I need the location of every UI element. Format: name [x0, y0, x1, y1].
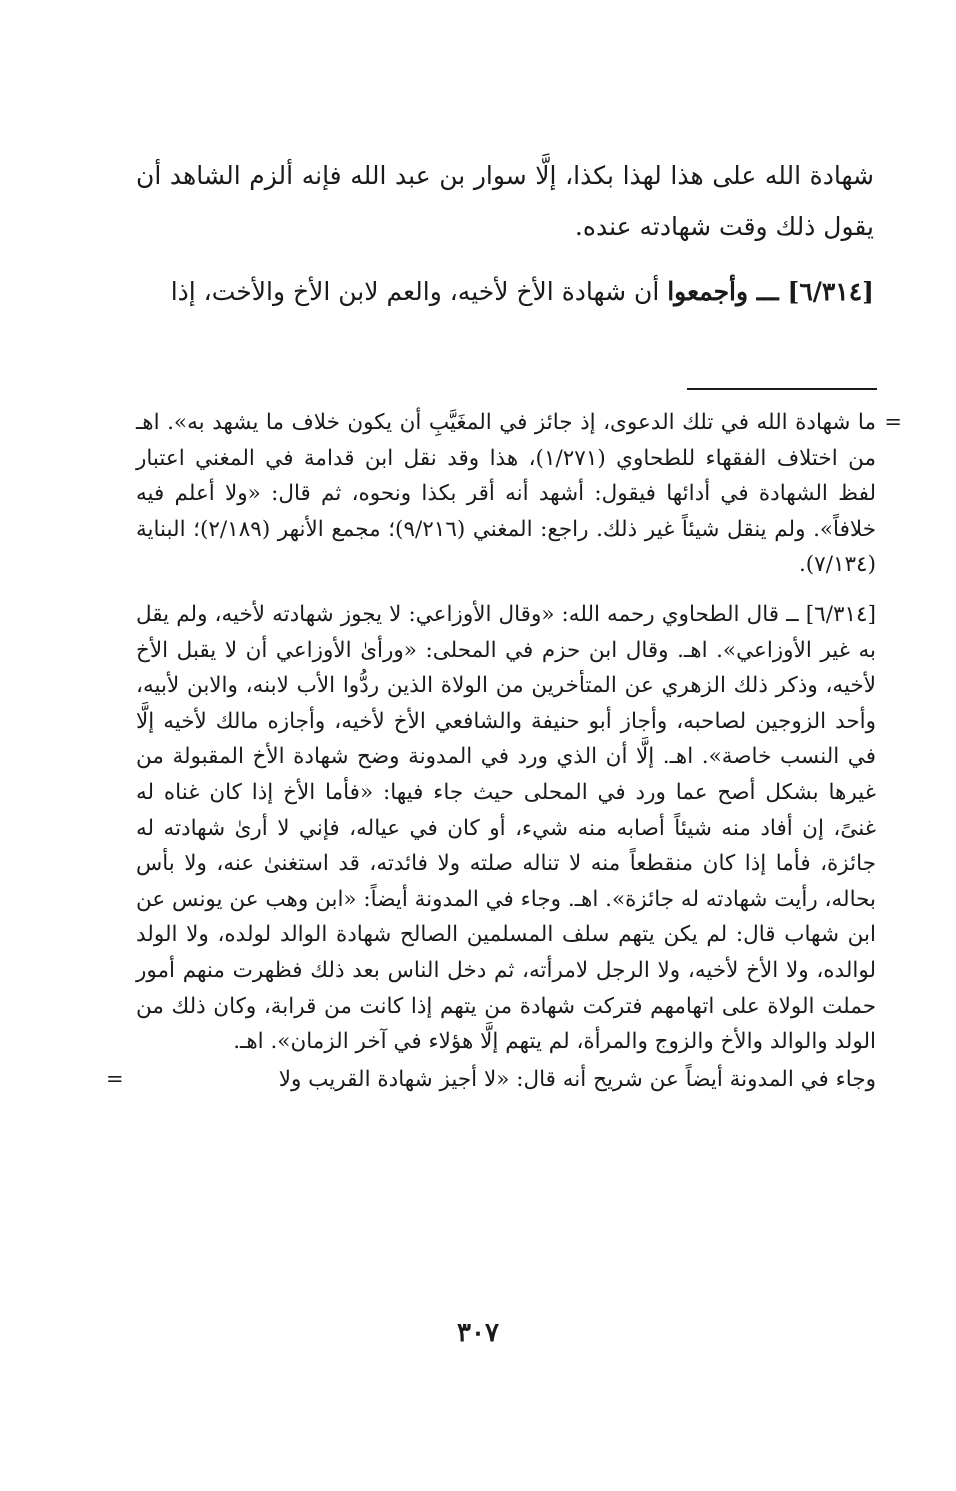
footnote-text: ما شهادة الله في تلك الدعوى، إذ جائز في المغَيَّبِ أن يكون خلاف ما يشهد به». اهـ من اختلاف الفقهاء للطحاوي (١/٢٧١)، هذا وقد نقل ابن قدامة في المغني اعتبار لفظ الشهادة في أدائها فيقول: أشهد أنه أقر بكذا ونحوه، ثم قال: «ولا أعلم فيه خلافاً». ولم ينقل شيئاً غير ذلك. راجع: المغني (٩/٢١٦)؛ مجمع الأنهر (٢/١٨٩)؛ البناية (٧/١٣٤).: [136, 410, 877, 578]
entry-dash: ـــ: [748, 277, 788, 306]
footnote-separator: [687, 388, 877, 390]
main-line-continuation: شهادة الله على هذا لهذا بكذا، إلَّا سوار بن عبد الله فإنه ألزم الشاهد أن يقول ذلك وقت شهادته عنده.: [136, 161, 874, 241]
main-text: [136, 150, 874, 317]
entry-heading: وأجمعوا: [667, 277, 749, 306]
footnote-paragraph: [106, 1062, 876, 1098]
main-paragraph: [136, 150, 874, 252]
footnote-text: [٦/٣١٤] ــ قال الطحاوي رحمه الله: «وقال الأوزاعي: لا يجوز شهادته لأخيه، ولم يقل به غير الأوزاعي». اهـ. وقال ابن حزم في المحلى: «ورأىٰ الأوزاعي أن لا يقبل الأخ لأخيه، وذكر ذلك الزهري عن المتأخرين من الولاة الذين ردُّوا الأب لابنه، والابن لأبيه، وأحد الزوجين لصاحبه، وأجاز أبو حنيفة والشافعي الأخ لأخيه، وأجازه مالك لأخيه إلَّا في النسب خاصة». اهـ. إلَّا أن الذي ورد في المدونة وضح شهادة الأخ المقبولة من غيرها بشكل أصح عما ورد في المحلى حيث جاء فيها: «فأما الأخ إذا كان غناه له غنىً، إن أفاد منه شيئاً أصابه منه شيء، أو كان في عياله، فإني لا أرىٰ شهادته له جائزة، فأما إذا كان منقطعاً منه لا تناله صلته ولا فائدته، قد استغنىٰ عنه، ولا بأس بحاله، رأيت شهادته له جائزة». اهـ. وجاء في المدونة أيضاً: «ابن وهب عن يونس عن ابن شهاب قال: لم يكن يتهم سلف المسلمين الصالح شهادة الوالد لولده، ولا الولد لوالده، ولا الأخ لأخيه، ولا الرجل لامرأته، ثم دخل الناس بعد ذلك فظهرت منهم أمور حملت الولاة على اتهامهم فتركت شهادة من يتهم إذا كانت من قرابة، وكان ذلك من الولد والوالد والأخ والزوج والمرأة، لم يتهم إلَّا هؤلاء في آخر الزمان». اهـ.: [136, 601, 876, 1055]
footnote-text: وجاء في المدونة أيضاً عن شريح أنه قال: «لا أجيز شهادة القريب ولا: [278, 1066, 876, 1092]
footnote-continuation: [136, 405, 902, 583]
footnotes: [106, 405, 902, 1097]
continuation-mark: =: [884, 410, 902, 434]
entry-text: أن شهادة الأخ لأخيه، والعم لابن الأخ والأخت، إذا: [170, 277, 668, 306]
footnote-entry: [136, 597, 876, 1060]
page-number: ٣٠٧: [457, 1318, 499, 1348]
entry-number: [٦/٣١٤]: [787, 277, 874, 306]
continues-mark: =: [106, 1066, 124, 1091]
entry-paragraph: [136, 266, 874, 317]
